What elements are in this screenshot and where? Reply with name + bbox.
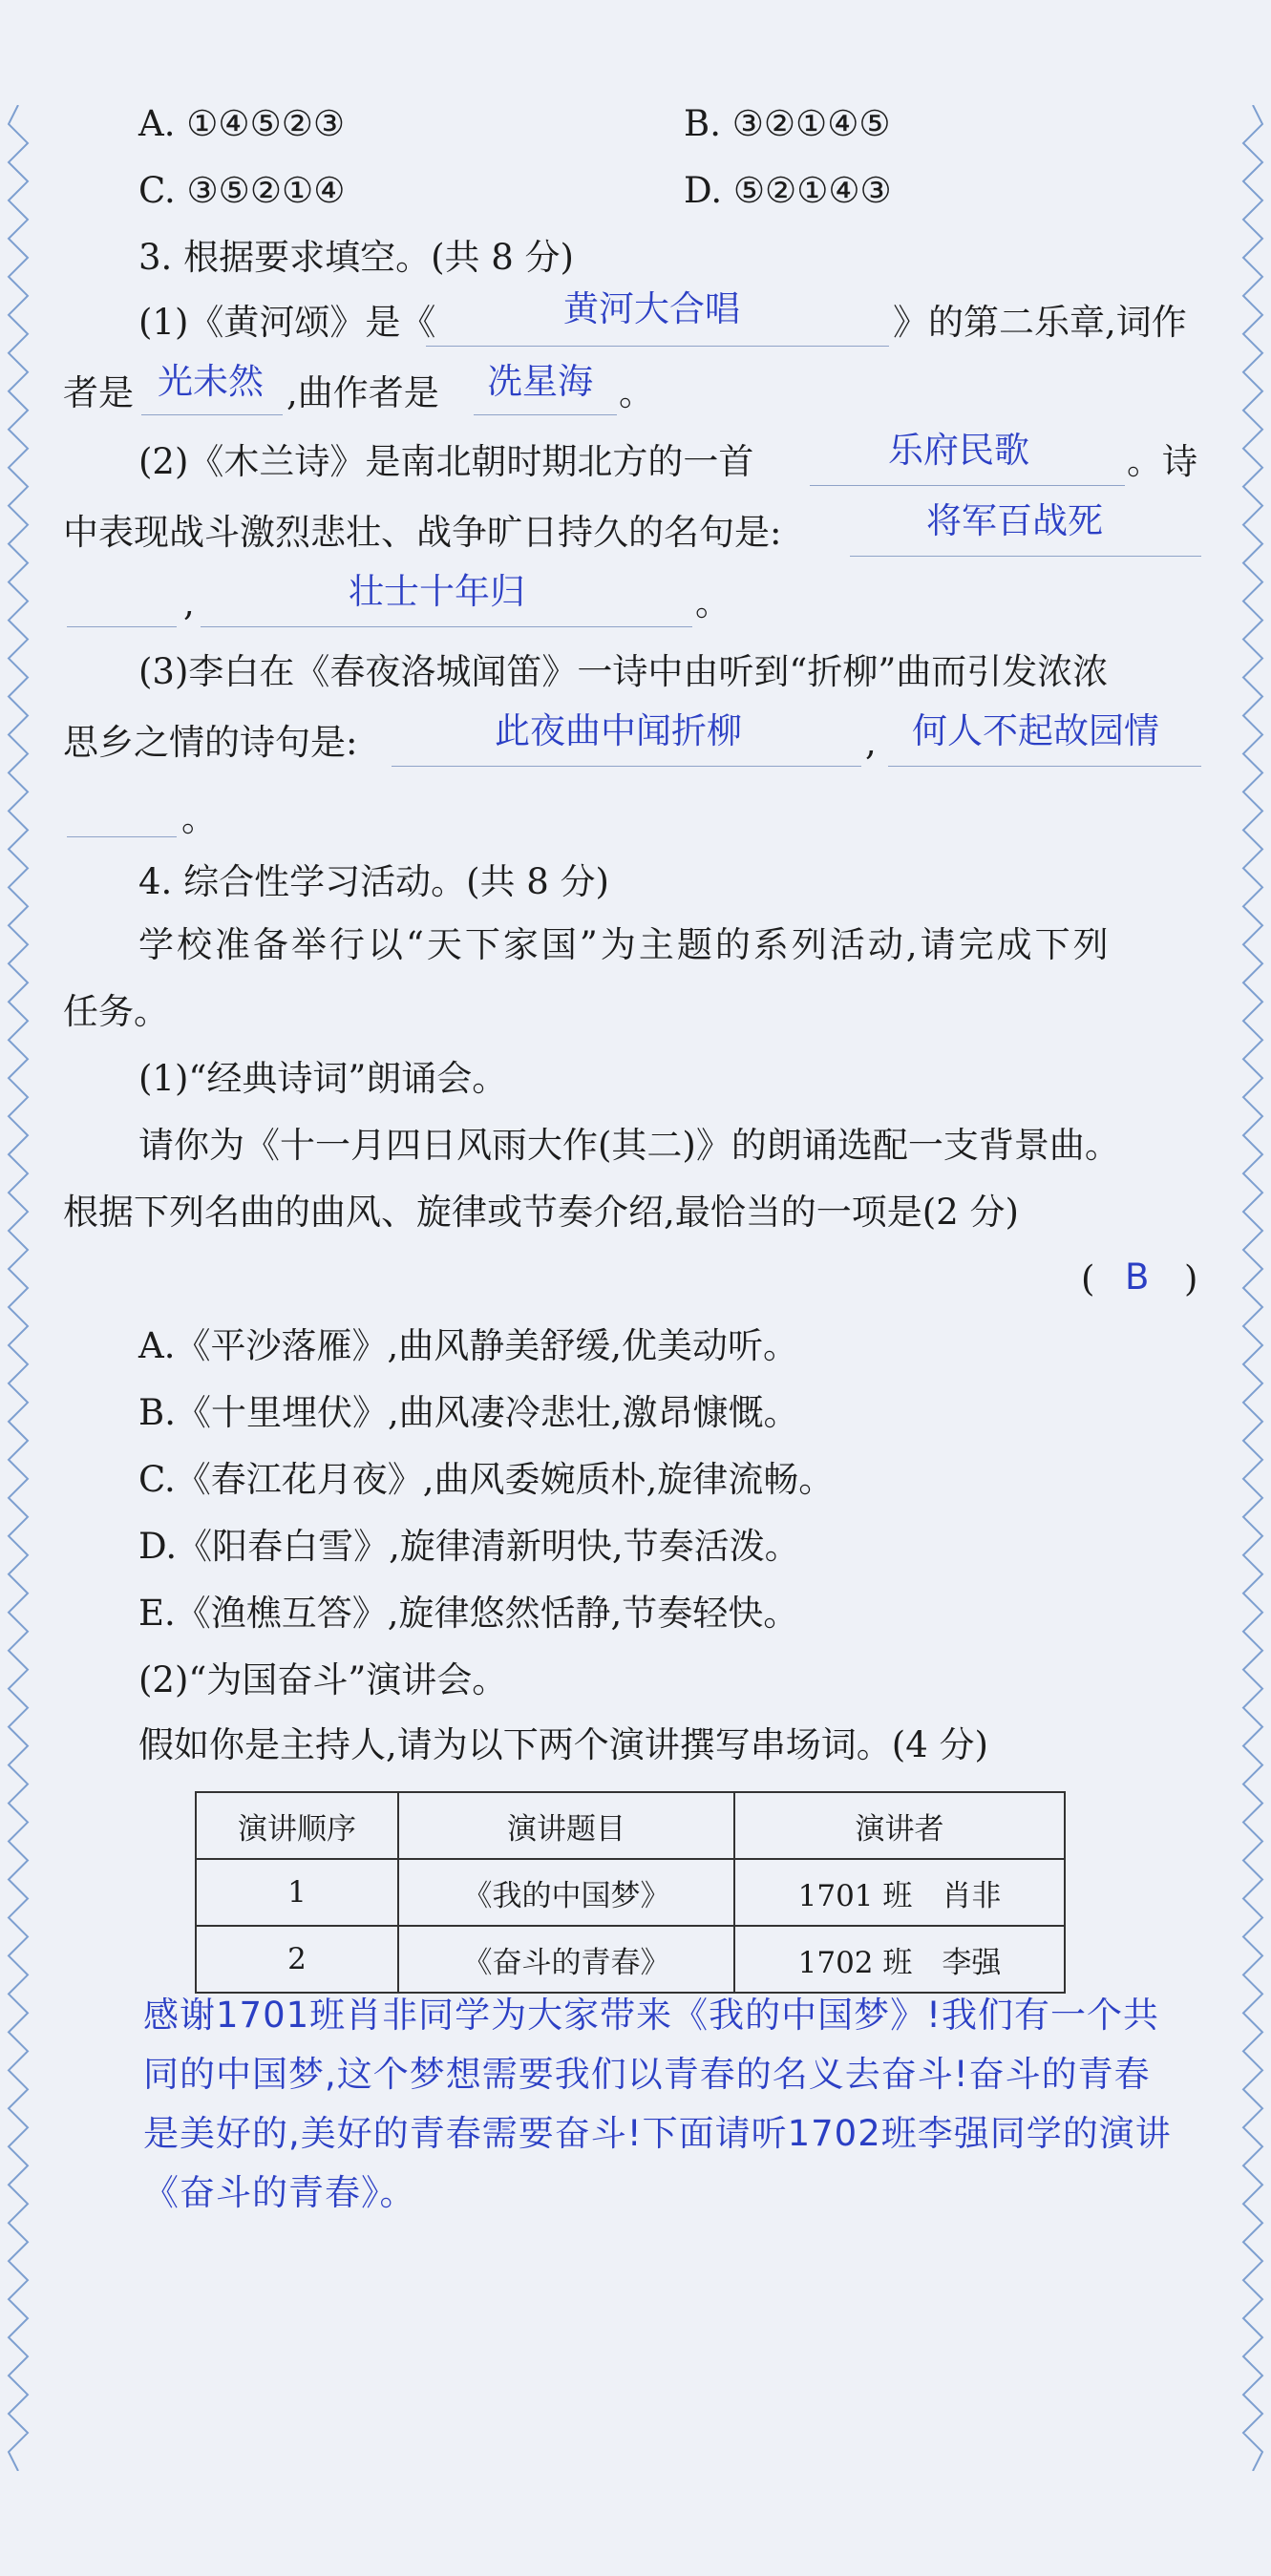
q4-intro-2: 任务。 [63, 991, 169, 1032]
table-row [196, 1859, 1065, 1926]
table-header-row [196, 1792, 1065, 1859]
q4-intro-1: 学校准备举行以“天下家国”为主题的系列活动,请完成下列 [138, 924, 1112, 965]
q4-sub1-text-2: 根据下列名曲的曲风、旋律或节奏介绍,最恰当的一项是(2 分) [63, 1192, 1019, 1233]
blank-zhuangshi [201, 626, 692, 627]
choice-b: B.《十里埋伏》,曲风凄冷悲壮,激昂慷慨。 [138, 1392, 799, 1433]
blank-yuefu [810, 485, 1125, 486]
q3-p2-b: 。诗 [1127, 441, 1197, 482]
q4-sub1: (1)“经典诗词”朗诵会。 [138, 1058, 508, 1099]
answer-ciye: 此夜曲中闻折柳 [495, 710, 742, 751]
q3-p2-d: , [183, 582, 195, 623]
blank-huanghe [426, 346, 889, 347]
q4-sub2-text: 假如你是主持人,请为以下两个演讲撰写串场词。(4 分) [138, 1724, 988, 1765]
table-header: 演讲顺序 [196, 1792, 398, 1859]
q4-sub1-text-1: 请你为《十一月四日风雨大作(其二)》的朗诵选配一支背景曲。 [138, 1125, 1120, 1166]
table-cell: 1 [196, 1859, 398, 1926]
answer-heren: 何人不起故园情 [912, 710, 1159, 751]
q3-p1-a: (1)《黄河颂》是《 [138, 302, 436, 343]
q3-p3-a: (3)李白在《春夜洛城闻笛》一诗中由听到“折柳”曲而引发浓浓 [138, 651, 1109, 692]
answer-huanghe: 黄河大合唱 [563, 288, 740, 329]
speech-table [195, 1791, 1066, 1994]
table-cell: 《奋斗的青春》 [398, 1926, 734, 1993]
q3-p2-a: (2)《木兰诗》是南北朝时期北方的一首 [138, 441, 754, 482]
table-header: 演讲题目 [398, 1792, 734, 1859]
q3-p2-e: 。 [695, 582, 731, 623]
table-cell: 1702 班 李强 [734, 1926, 1065, 1993]
q3-title: 3. 根据要求填空。(共 8 分) [138, 237, 574, 278]
q3-p1-e: 。 [619, 372, 654, 413]
table-cell: 1701 班 肖非 [734, 1859, 1065, 1926]
choice-c: C.《春江花月夜》,曲风委婉质朴,旋律流畅。 [138, 1459, 835, 1500]
choice-e: E.《渔樵互答》,旋律悠然恬静,节奏轻快。 [138, 1593, 799, 1634]
blank-heren [888, 766, 1201, 767]
blank-qu [474, 414, 617, 415]
option-c: C. ③⑤②①④ [138, 170, 346, 211]
blank-jiangjun-cont [67, 626, 177, 627]
q3-p1-b: 》的第二乐章,词作 [893, 302, 1187, 343]
option-d: D. ⑤②①④③ [684, 170, 892, 211]
answer-zhuangshi: 壮士十年归 [349, 571, 525, 612]
option-a: A. ①④⑤②③ [138, 103, 346, 144]
q4-sub2: (2)“为国奋斗”演讲会。 [138, 1659, 508, 1700]
option-b: B. ③②①④⑤ [684, 103, 891, 144]
choice-d: D.《阳春白雪》,旋律清新明快,节奏活泼。 [138, 1526, 800, 1567]
answer-jiangjun: 将军百战死 [926, 500, 1103, 541]
q3-p1-c: 者是 [63, 372, 134, 413]
answer-choice: B [1125, 1256, 1150, 1298]
answer-yuefu: 乐府民歌 [888, 430, 1029, 471]
q3-p3-d: 。 [181, 798, 217, 839]
answer-qu: 冼星海 [487, 361, 593, 402]
answer-ci: 光未然 [158, 361, 264, 402]
answer-bracket-close: ) [1184, 1258, 1198, 1299]
table-cell: 《我的中国梦》 [398, 1859, 734, 1926]
blank-jiangjun [850, 556, 1201, 557]
handwritten-answer: 感谢1701班肖非同学为大家带来《我的中国梦》!我们有一个共同的中国梦,这个梦想需要我们以青春的名义去奋斗!奋斗的青春是美好的,美好的青春需要奋斗!下面请听1702班李强同学的演讲《奋斗的青春》。 [143, 1995, 1172, 2213]
q3-p1-d: ,曲作者是 [286, 372, 439, 413]
table-cell: 2 [196, 1926, 398, 1993]
right-border-decoration [1240, 105, 1265, 2471]
q3-p2-c: 中表现战斗激烈悲壮、战争旷日持久的名句是: [63, 512, 782, 553]
blank-heren-cont [67, 836, 177, 837]
q3-p3-b: 思乡之情的诗句是: [63, 722, 358, 763]
blank-ciye [392, 766, 861, 767]
q3-p3-c: , [865, 722, 877, 763]
blank-ci [141, 414, 283, 415]
table-row [196, 1926, 1065, 1993]
left-border-decoration [6, 105, 31, 2471]
answer-bracket-open: ( [1081, 1258, 1095, 1299]
choice-a: A.《平沙落雁》,曲风静美舒缓,优美动听。 [138, 1325, 799, 1366]
table-header: 演讲者 [734, 1792, 1065, 1859]
q4-title: 4. 综合性学习活动。(共 8 分) [138, 861, 609, 902]
